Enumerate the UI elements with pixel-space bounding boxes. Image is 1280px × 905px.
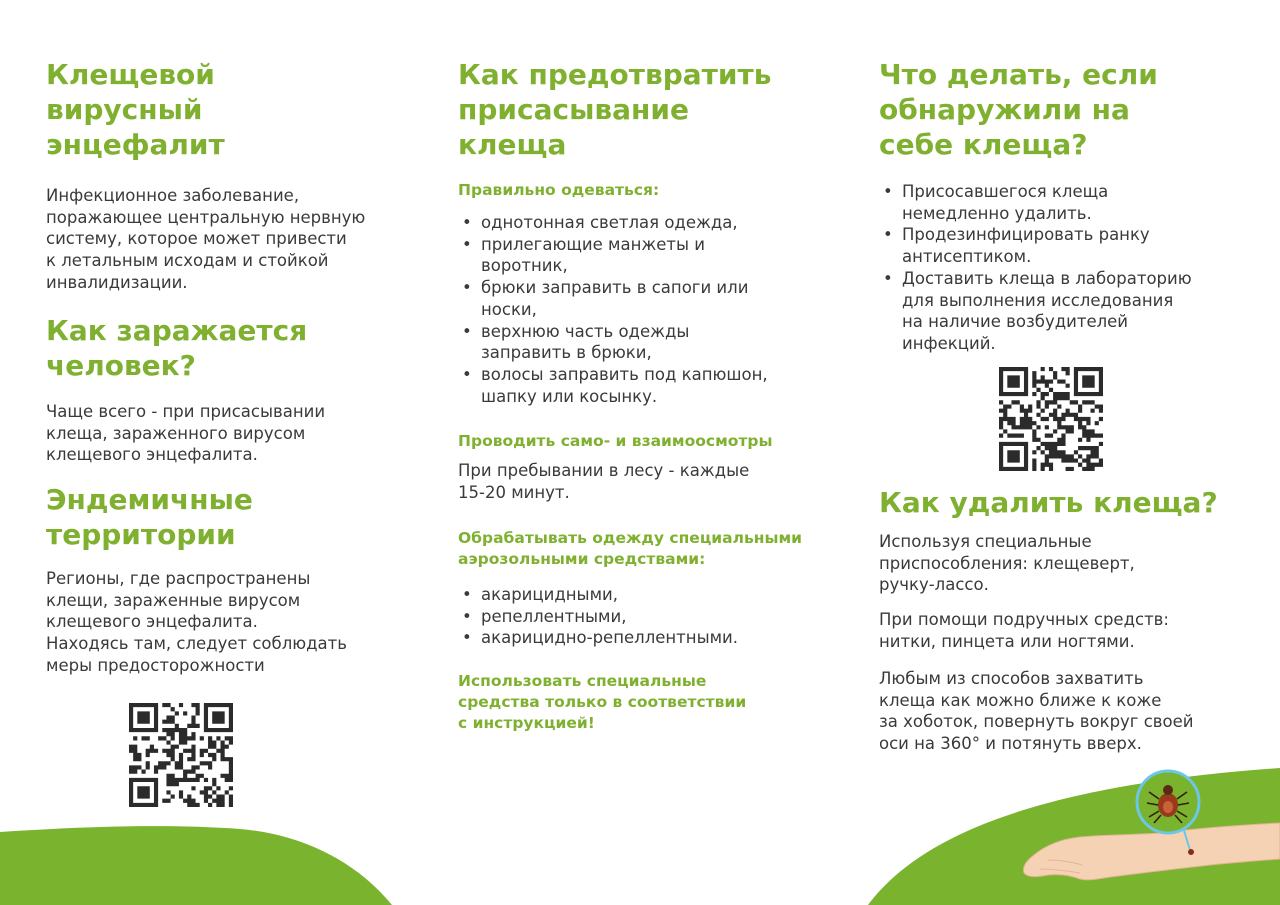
title-endemic-territories: Эндемичные территории: [46, 483, 253, 551]
clothing-list: [458, 212, 848, 407]
subtitle-treat-clothes: Обрабатывать одежду специальными аэрозольными средствами:: [458, 529, 803, 568]
title-how-to-remove: Как удалить клеща?: [879, 486, 1218, 519]
list-item: • прилегающие манжеты и воротник,: [458, 234, 848, 277]
list-item: • акарицидно-репеллентными.: [458, 627, 848, 649]
list-item: • акарицидными,: [458, 584, 848, 606]
arm-illustration: [1010, 765, 1280, 905]
endemic-description: Регионы, где распространены клещи, зараженные вирусом клещевого энцефалита. Находясь там, следует соблюдать меры предосторожности: [46, 569, 347, 675]
inspection-description: При пребывании в лесу - каждые 15-20 минут.: [458, 461, 750, 502]
improvised-tools-text: При помощи подручных средств: нитки, пинцета или ногтями.: [879, 610, 1169, 651]
title-prevention: Как предотвратить присасывание клеща: [458, 58, 772, 161]
list-item: • Продезинфицировать ранку антисептиком.: [879, 224, 1249, 267]
actions-list: [879, 181, 1249, 355]
list-item: • верхнюю часть одежды заправить в брюки,: [458, 321, 848, 364]
subtitle-self-inspection: Проводить само- и взаимоосмотры: [458, 432, 773, 450]
list-item: • брюки заправить в сапоги или носки,: [458, 277, 848, 320]
list-item: • репеллентными,: [458, 606, 848, 628]
subtitle-follow-instructions: Использовать специальные средства только в соответствии с инструкцией!: [458, 672, 747, 732]
list-item: • волосы заправить под капюшон, шапку или косынку.: [458, 364, 848, 407]
list-item: • однотонная светлая одежда,: [458, 212, 848, 234]
infection-description: Чаще всего - при присасывании клеща, зараженного вирусом клещевого энцефалита.: [46, 402, 326, 465]
title-what-to-do: Что делать, если обнаружили на себе клеща?: [879, 58, 1158, 161]
list-item: • Доставить клеща в лабораторию для выполнения исследования на наличие возбудителей инфекций.: [879, 268, 1249, 355]
subtitle-dress-properly: Правильно одеваться:: [458, 181, 660, 199]
removal-tools-text: Используя специальные приспособления: клещеверт, ручку-лассо.: [879, 532, 1135, 595]
disease-description: Инфекционное заболевание, поражающее центральную нервную систему, которое может привести к летальным исходам и стойкой инвалидизации.: [46, 186, 366, 292]
qr-code-icon: [999, 367, 1103, 471]
removal-method-text: Любым из способов захватить клеща как можно ближе к коже за хоботок, повернуть вокруг своей оси на 360° и потянуть вверх.: [879, 669, 1194, 754]
qr-code-icon: [129, 703, 233, 807]
aerosol-list: [458, 584, 848, 649]
title-how-infected: Как заражается человек?: [46, 314, 308, 382]
list-item: • Присосавшегося клеща немедленно удалить.: [879, 181, 1249, 224]
title-tick-borne-encephalitis: Клещевой вирусный энцефалит: [46, 58, 225, 161]
